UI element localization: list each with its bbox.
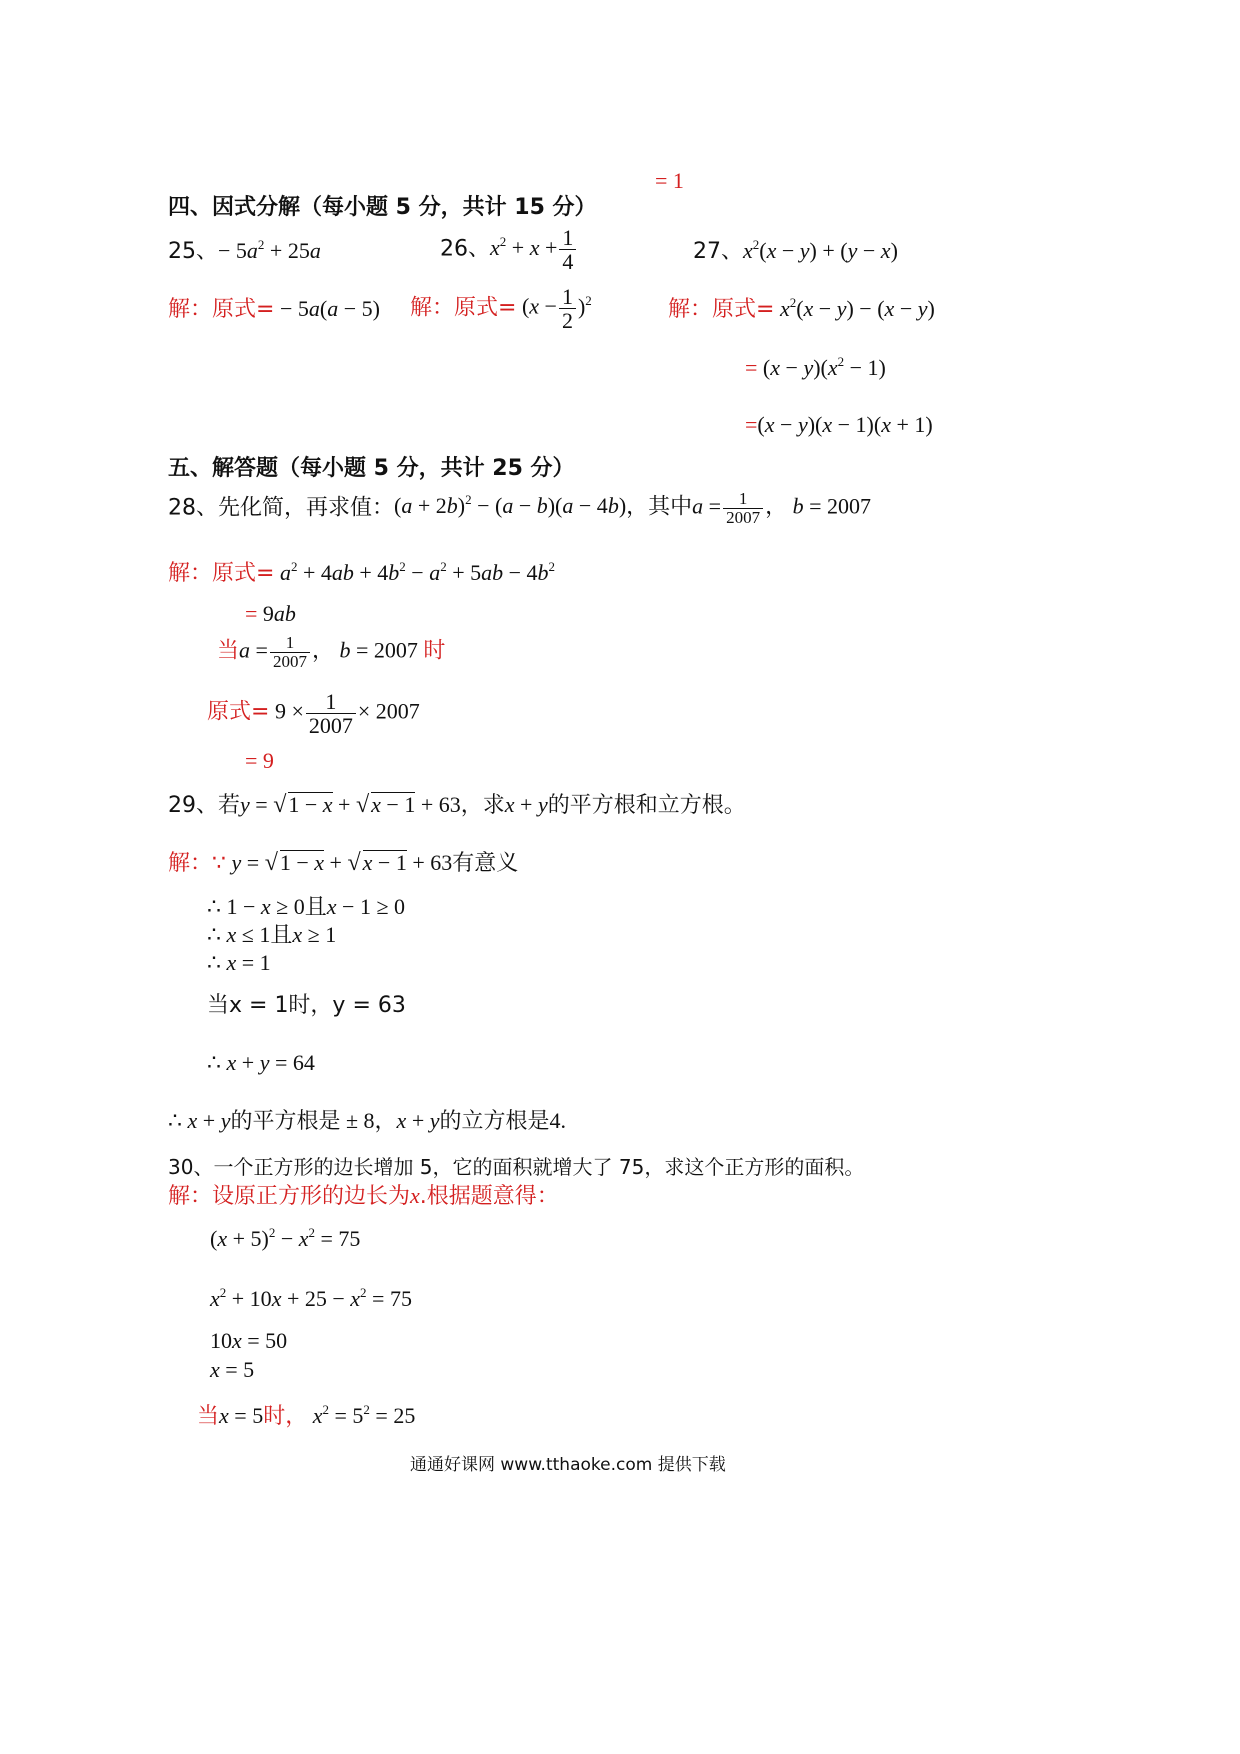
q25: 25、− $5a^2 + 25a$ bbox=[168, 237, 321, 264]
top-result: = 1 bbox=[655, 168, 684, 193]
q27-step2: = $(x - y)(x^2 - 1)$ bbox=[745, 354, 886, 380]
q30-eq2: $x^2 + 10x + 25 - x^2 = 75$ bbox=[210, 1285, 412, 1311]
q30-eq4: x = 5 bbox=[210, 1357, 255, 1382]
section4-title: 四、因式分解（每小题 5 分，共计 15 分） bbox=[168, 195, 597, 220]
q27-step3: =(x − y)(x − 1)(x + 1) bbox=[745, 412, 933, 437]
q27-solution: 解：原式= $x^2(x - y) - (x - y)$ bbox=[668, 295, 935, 322]
q27: 27、$x^2(x - y) + (y - x)$ bbox=[693, 237, 898, 264]
q30-solution: 解：设原正方形的边长为x.根据题意得： bbox=[168, 1183, 559, 1209]
q29: 29、若y = √1 − x + √x − 1 + 63，求x + y的平方根和立方根。 bbox=[168, 792, 746, 818]
footer-text: 通通好课网 www.tthaoke.com 提供下载 bbox=[410, 1455, 726, 1475]
q29-when: 当x = 1时，y = 63 bbox=[207, 993, 406, 1018]
q28-when: 当a = $\frac{1}{2007}$ ， b = 2007 时 bbox=[217, 633, 446, 671]
q28-answer: = 9 bbox=[245, 748, 274, 773]
q25-solution: 解：原式= − 5a(a − 5) bbox=[168, 296, 380, 322]
q29-step1: ∴ 1 − x ≥ 0且x − 1 ≥ 0 bbox=[207, 894, 406, 920]
q28-substitute: 原式= 9 × $\frac{1}{2007}$ × 2007 bbox=[207, 689, 420, 739]
q26: 26、$x^2 + x$ + $\frac{1}{4}$ bbox=[440, 226, 578, 273]
q26-solution: 解：原式= (x − $\frac{1}{2}$ )$^2$ bbox=[410, 284, 592, 334]
q30-eq3: 10x = 50 bbox=[210, 1328, 288, 1353]
q28-solution: 解：原式= $a^2 + 4ab + 4b^2 - a^2 + 5ab - 4b^2$ bbox=[168, 559, 556, 586]
q30-final: 当x = 5时， $x^2 = 5^2 = 25$ bbox=[197, 1402, 416, 1429]
q30-eq1: $(x + 5)^2 - x^2 = 75$ bbox=[210, 1225, 361, 1251]
q28: 28、先化简，再求值：$(a + 2b)^2 - (a - b)(a - 4b)$，其中a = $\frac{1}{2007}$ ， b = 2007 bbox=[168, 489, 872, 527]
q29-sum: ∴ x + y = 64 bbox=[207, 1050, 315, 1075]
q29-step2: ∴ x ≤ 1且x ≥ 1 bbox=[207, 922, 337, 948]
q30: 30、一个正方形的边长增加 5，它的面积就增大了 75，求这个正方形的面积。 bbox=[168, 1155, 865, 1179]
q29-step3: ∴ x = 1 bbox=[207, 950, 271, 975]
q29-conclusion: ∴ x + y的平方根是 ± 8，x + y的立方根是4. bbox=[168, 1108, 567, 1134]
q28-step2: = 9ab bbox=[245, 601, 296, 626]
section5-title: 五、解答题（每小题 5 分，共计 25 分） bbox=[168, 456, 575, 481]
q29-solution: 解：∵ y = √1 − x + √x − 1 + 63有意义 bbox=[168, 850, 519, 876]
